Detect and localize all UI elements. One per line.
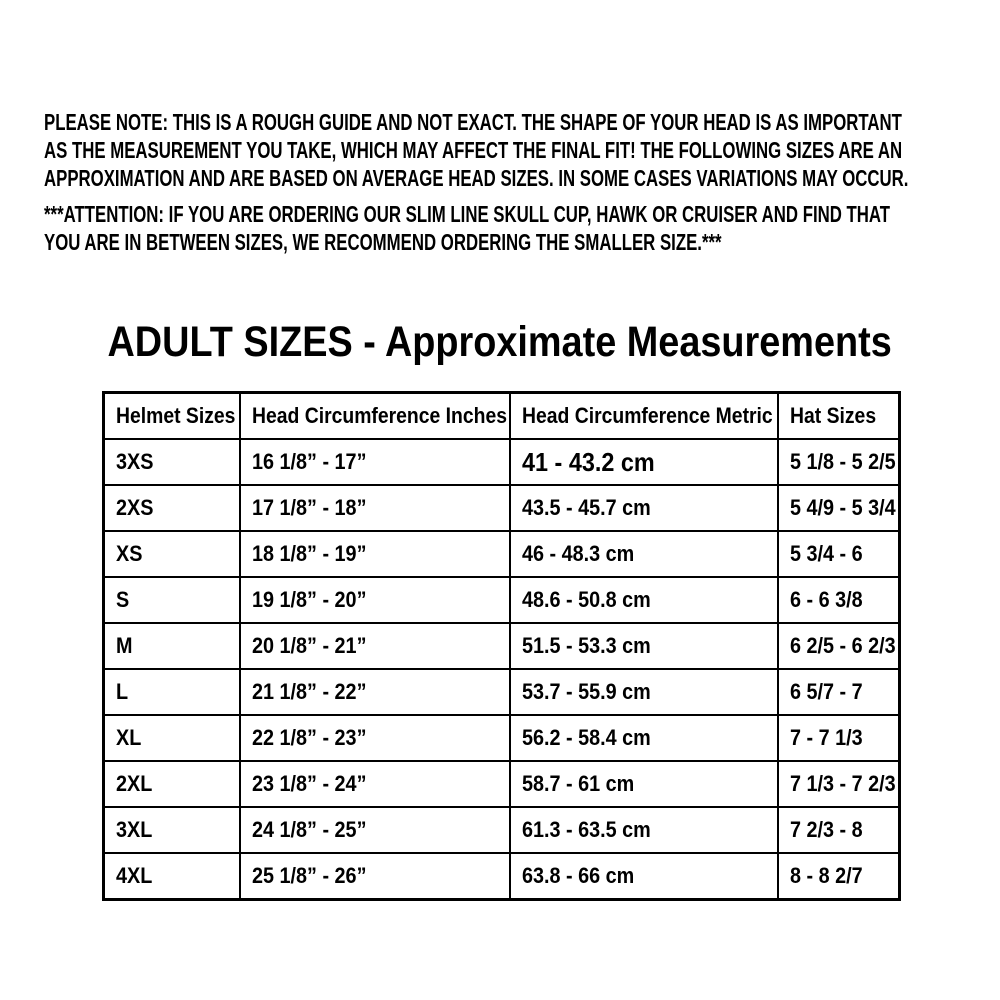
note-line-1: PLEASE NOTE: THIS IS A ROUGH GUIDE AND NOT EXACT. THE SHAPE OF YOUR HEAD IS AS IMPORTANT bbox=[44, 109, 902, 135]
cell-hat-size-range: 5 1/8 - 5 2/5 bbox=[778, 439, 900, 485]
table-row-l bbox=[104, 669, 900, 715]
cell-metric-range: 46 - 48.3 cm bbox=[510, 531, 778, 577]
column-header-label: Hat Sizes bbox=[789, 403, 876, 428]
cell-inches-range: 17 1/8” - 18” bbox=[240, 485, 510, 531]
cell-helmet-size: XL bbox=[104, 715, 240, 761]
cell-inches-range: 22 1/8” - 23” bbox=[240, 715, 510, 761]
attention-line-2: YOU ARE IN BETWEEN SIZES, WE RECOMMEND ORDERING THE SMALLER SIZE.*** bbox=[44, 229, 722, 255]
cell-metric-range: 58.7 - 61 cm bbox=[510, 761, 778, 807]
cell-metric-range: 41 - 43.2 cm bbox=[510, 439, 778, 485]
cell-helmet-size: S bbox=[104, 577, 240, 623]
column-header-label: Head Circumference Inches bbox=[251, 403, 507, 428]
cell-metric-range: 56.2 - 58.4 cm bbox=[510, 715, 778, 761]
cell-hat-size-range: 7 1/3 - 7 2/3 bbox=[778, 761, 900, 807]
table-header-row bbox=[104, 393, 900, 440]
table-row-2xs bbox=[104, 485, 900, 531]
cell-metric-range: 61.3 - 63.5 cm bbox=[510, 807, 778, 853]
cell-metric-range: 53.7 - 55.9 cm bbox=[510, 669, 778, 715]
table-row-xs bbox=[104, 531, 900, 577]
cell-hat-size-range: 5 3/4 - 6 bbox=[778, 531, 900, 577]
table-row-xl bbox=[104, 715, 900, 761]
table-row-m bbox=[104, 623, 900, 669]
table-row-2xl bbox=[104, 761, 900, 807]
page-title-text: ADULT SIZES - Approximate Measurements bbox=[107, 318, 893, 366]
table-row-3xl bbox=[104, 807, 900, 853]
cell-helmet-size: 4XL bbox=[104, 853, 240, 900]
cell-inches-range: 19 1/8” - 20” bbox=[240, 577, 510, 623]
table-row-4xl bbox=[104, 853, 900, 900]
cell-helmet-size: L bbox=[104, 669, 240, 715]
cell-hat-size-range: 6 - 6 3/8 bbox=[778, 577, 900, 623]
cell-metric-range: 48.6 - 50.8 cm bbox=[510, 577, 778, 623]
cell-metric-range: 51.5 - 53.3 cm bbox=[510, 623, 778, 669]
cell-helmet-size: 2XL bbox=[104, 761, 240, 807]
please-note-paragraph bbox=[44, 108, 1000, 192]
cell-inches-range: 21 1/8” - 22” bbox=[240, 669, 510, 715]
cell-helmet-size: 2XS bbox=[104, 485, 240, 531]
cell-hat-size-range: 7 2/3 - 8 bbox=[778, 807, 900, 853]
table-row-s bbox=[104, 577, 900, 623]
column-header-metric bbox=[510, 393, 778, 440]
cell-hat-size-range: 8 - 8 2/7 bbox=[778, 853, 900, 900]
adult-sizes-table bbox=[102, 391, 901, 901]
table-row-3xs bbox=[104, 439, 900, 485]
column-header-helmet-sizes bbox=[104, 393, 240, 440]
cell-helmet-size: M bbox=[104, 623, 240, 669]
note-line-3: APPROXIMATION AND ARE BASED ON AVERAGE HEAD SIZES. IN SOME CASES VARIATIONS MAY OCCUR. bbox=[44, 165, 909, 191]
cell-helmet-size: XS bbox=[104, 531, 240, 577]
note-line-2: AS THE MEASUREMENT YOU TAKE, WHICH MAY AFFECT THE FINAL FIT! THE FOLLOWING SIZES ARE AN bbox=[44, 137, 903, 163]
attention-line-1: ***ATTENTION: IF YOU ARE ORDERING OUR SLIM LINE SKULL CUP, HAWK OR CRUISER AND FIND THAT bbox=[44, 201, 891, 227]
cell-inches-range: 24 1/8” - 25” bbox=[240, 807, 510, 853]
cell-metric-range: 63.8 - 66 cm bbox=[510, 853, 778, 900]
column-header-hat-sizes bbox=[778, 393, 900, 440]
cell-helmet-size: 3XS bbox=[104, 439, 240, 485]
column-header-label: Head Circumference Metric bbox=[521, 403, 773, 428]
cell-hat-size-range: 6 5/7 - 7 bbox=[778, 669, 900, 715]
cell-inches-range: 25 1/8” - 26” bbox=[240, 853, 510, 900]
cell-helmet-size: 3XL bbox=[104, 807, 240, 853]
cell-hat-size-range: 5 4/9 - 5 3/4 bbox=[778, 485, 900, 531]
page-title bbox=[0, 318, 1000, 366]
attention-paragraph bbox=[44, 200, 1000, 256]
cell-inches-range: 16 1/8” - 17” bbox=[240, 439, 510, 485]
cell-hat-size-range: 6 2/5 - 6 2/3 bbox=[778, 623, 900, 669]
cell-metric-range: 43.5 - 45.7 cm bbox=[510, 485, 778, 531]
cell-inches-range: 18 1/8” - 19” bbox=[240, 531, 510, 577]
cell-inches-range: 23 1/8” - 24” bbox=[240, 761, 510, 807]
column-header-inches bbox=[240, 393, 510, 440]
cell-inches-range: 20 1/8” - 21” bbox=[240, 623, 510, 669]
cell-hat-size-range: 7 - 7 1/3 bbox=[778, 715, 900, 761]
column-header-label: Helmet Sizes bbox=[116, 403, 236, 428]
